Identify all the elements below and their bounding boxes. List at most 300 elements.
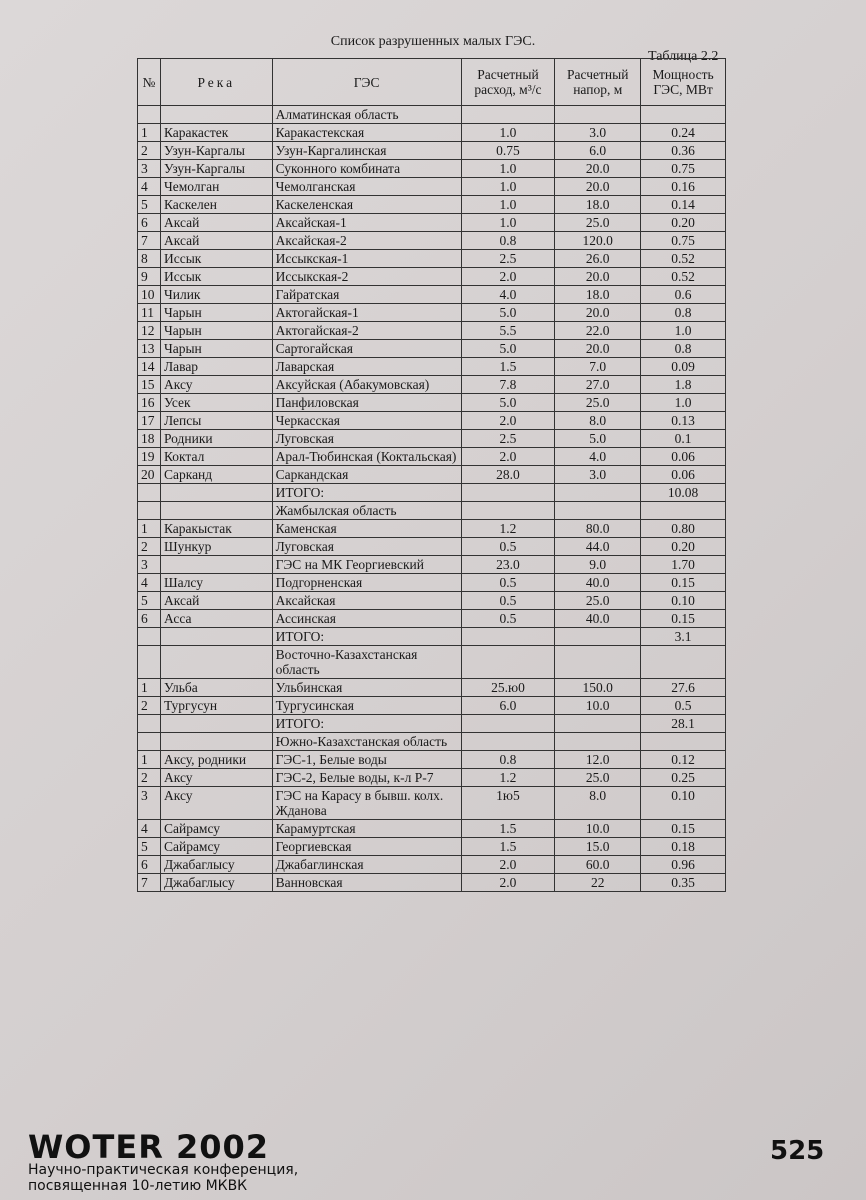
- cell-no: 3: [138, 787, 161, 820]
- region-row: [138, 646, 726, 679]
- cell-power: 0.96: [641, 856, 726, 874]
- total-label: ИТОГО:: [272, 715, 461, 733]
- cell-hpp: Арал-Тюбинская (Коктальская): [272, 448, 461, 466]
- cell-no: 1: [138, 520, 161, 538]
- conference-logo: WOTER 2002: [28, 1128, 270, 1166]
- table-row: [138, 538, 726, 556]
- cell-hpp: Каменская: [272, 520, 461, 538]
- total-label: ИТОГО:: [272, 484, 461, 502]
- cell-hpp: Лаварская: [272, 358, 461, 376]
- cell-flow: 25.ю0: [461, 679, 555, 697]
- table-header-row: [138, 59, 726, 106]
- cell-power: 0.15: [641, 610, 726, 628]
- cell-hpp: Иссыкская-1: [272, 250, 461, 268]
- conference-subtitle-line1: Научно-практическая конференция,: [28, 1162, 299, 1178]
- cell-hpp: Луговская: [272, 430, 461, 448]
- total-power: 10.08: [641, 484, 726, 502]
- table-row: [138, 820, 726, 838]
- cell-no: 20: [138, 466, 161, 484]
- cell-flow: 23.0: [461, 556, 555, 574]
- cell-hpp: Джабаглинская: [272, 856, 461, 874]
- cell-hpp: Тургусинская: [272, 697, 461, 715]
- cell-flow: 0.5: [461, 574, 555, 592]
- cell-head: 4.0: [555, 448, 641, 466]
- cell-flow: 1.0: [461, 214, 555, 232]
- cell-hpp: Панфиловская: [272, 394, 461, 412]
- cell-no: 19: [138, 448, 161, 466]
- cell-hpp: Аксайская-2: [272, 232, 461, 250]
- table-row: [138, 394, 726, 412]
- cell-power: 0.8: [641, 340, 726, 358]
- cell-flow: 1ю5: [461, 787, 555, 820]
- cell-no: [138, 484, 161, 502]
- cell-river: Сайрамсу: [160, 838, 272, 856]
- cell-power: 0.16: [641, 178, 726, 196]
- cell-flow: [461, 502, 555, 520]
- cell-head: [555, 106, 641, 124]
- cell-head: 5.0: [555, 430, 641, 448]
- cell-no: 6: [138, 610, 161, 628]
- cell-river: Тургусун: [160, 697, 272, 715]
- cell-river: [160, 715, 272, 733]
- table-row: [138, 340, 726, 358]
- cell-no: 1: [138, 751, 161, 769]
- cell-river: Чилик: [160, 286, 272, 304]
- cell-no: 18: [138, 430, 161, 448]
- cell-flow: 0.5: [461, 610, 555, 628]
- cell-power: 1.70: [641, 556, 726, 574]
- cell-head: 3.0: [555, 124, 641, 142]
- cell-no: [138, 715, 161, 733]
- cell-river: Чемолган: [160, 178, 272, 196]
- table-row: [138, 232, 726, 250]
- cell-flow: 6.0: [461, 697, 555, 715]
- cell-no: 3: [138, 556, 161, 574]
- cell-no: 1: [138, 679, 161, 697]
- cell-hpp: Карамуртская: [272, 820, 461, 838]
- cell-head: 20.0: [555, 340, 641, 358]
- cell-flow: 1.0: [461, 178, 555, 196]
- cell-no: 15: [138, 376, 161, 394]
- cell-head: 44.0: [555, 538, 641, 556]
- cell-flow: [461, 733, 555, 751]
- cell-flow: 1.0: [461, 124, 555, 142]
- cell-head: [555, 646, 641, 679]
- cell-river: Сайрамсу: [160, 820, 272, 838]
- table-row: [138, 250, 726, 268]
- cell-power: 0.8: [641, 304, 726, 322]
- cell-river: Аксу, родники: [160, 751, 272, 769]
- cell-flow: 4.0: [461, 286, 555, 304]
- region-name: Жамбылская область: [272, 502, 461, 520]
- table-row: [138, 196, 726, 214]
- cell-flow: 28.0: [461, 466, 555, 484]
- header-hpp: ГЭС: [272, 59, 461, 106]
- cell-river: Узун-Каргалы: [160, 142, 272, 160]
- cell-flow: [461, 646, 555, 679]
- cell-river: Коктал: [160, 448, 272, 466]
- cell-no: 7: [138, 874, 161, 892]
- table-row: [138, 679, 726, 697]
- cell-river: [160, 106, 272, 124]
- cell-flow: 0.8: [461, 232, 555, 250]
- cell-no: 6: [138, 214, 161, 232]
- cell-no: 13: [138, 340, 161, 358]
- cell-head: 12.0: [555, 751, 641, 769]
- cell-no: 4: [138, 178, 161, 196]
- table-row: [138, 160, 726, 178]
- cell-no: 5: [138, 838, 161, 856]
- cell-power: [641, 502, 726, 520]
- cell-power: 0.12: [641, 751, 726, 769]
- table-row: [138, 214, 726, 232]
- cell-no: 9: [138, 268, 161, 286]
- region-row: [138, 502, 726, 520]
- cell-hpp: Актогайская-2: [272, 322, 461, 340]
- cell-head: 25.0: [555, 769, 641, 787]
- cell-flow: 1.5: [461, 820, 555, 838]
- cell-head: 20.0: [555, 304, 641, 322]
- cell-hpp: ГЭС-1, Белые воды: [272, 751, 461, 769]
- cell-head: 25.0: [555, 592, 641, 610]
- cell-hpp: Георгиевская: [272, 838, 461, 856]
- cell-head: 3.0: [555, 466, 641, 484]
- cell-head: 26.0: [555, 250, 641, 268]
- cell-hpp: Сартогайская: [272, 340, 461, 358]
- cell-river: Аксай: [160, 214, 272, 232]
- cell-flow: [461, 484, 555, 502]
- cell-hpp: Ванновская: [272, 874, 461, 892]
- cell-power: 0.20: [641, 538, 726, 556]
- cell-head: 20.0: [555, 160, 641, 178]
- cell-head: 40.0: [555, 574, 641, 592]
- cell-river: Шункур: [160, 538, 272, 556]
- cell-river: [160, 733, 272, 751]
- cell-power: 1.8: [641, 376, 726, 394]
- cell-hpp: Аксайская-1: [272, 214, 461, 232]
- cell-power: 0.75: [641, 160, 726, 178]
- cell-river: Аксай: [160, 232, 272, 250]
- cell-power: 0.10: [641, 787, 726, 820]
- region-name: Южно-Казахстанская область: [272, 733, 461, 751]
- total-row: [138, 715, 726, 733]
- cell-flow: 7.8: [461, 376, 555, 394]
- cell-flow: 2.0: [461, 874, 555, 892]
- cell-river: Усек: [160, 394, 272, 412]
- table-row: [138, 556, 726, 574]
- cell-head: [555, 502, 641, 520]
- cell-flow: 1.5: [461, 358, 555, 376]
- cell-head: 27.0: [555, 376, 641, 394]
- cell-hpp: Иссыкская-2: [272, 268, 461, 286]
- table-row: [138, 697, 726, 715]
- cell-hpp: Суконного комбината: [272, 160, 461, 178]
- cell-head: 10.0: [555, 820, 641, 838]
- cell-head: 22.0: [555, 322, 641, 340]
- cell-no: 5: [138, 196, 161, 214]
- cell-no: 17: [138, 412, 161, 430]
- cell-power: 0.24: [641, 124, 726, 142]
- cell-head: 8.0: [555, 412, 641, 430]
- cell-power: [641, 106, 726, 124]
- cell-head: [555, 715, 641, 733]
- cell-no: 1: [138, 124, 161, 142]
- cell-no: 5: [138, 592, 161, 610]
- cell-river: Сарканд: [160, 466, 272, 484]
- cell-power: 0.52: [641, 250, 726, 268]
- cell-river: Лавар: [160, 358, 272, 376]
- table-row: [138, 322, 726, 340]
- cell-flow: 5.0: [461, 304, 555, 322]
- cell-river: Родники: [160, 430, 272, 448]
- hpp-table: [137, 58, 726, 892]
- cell-river: [160, 628, 272, 646]
- table-row: [138, 874, 726, 892]
- cell-no: 4: [138, 574, 161, 592]
- cell-head: 10.0: [555, 697, 641, 715]
- cell-no: 11: [138, 304, 161, 322]
- cell-power: 0.06: [641, 448, 726, 466]
- table-row: [138, 838, 726, 856]
- cell-river: Асса: [160, 610, 272, 628]
- cell-river: Каракастек: [160, 124, 272, 142]
- cell-no: 2: [138, 697, 161, 715]
- cell-hpp: Аксайская: [272, 592, 461, 610]
- cell-power: 0.15: [641, 574, 726, 592]
- cell-power: 0.14: [641, 196, 726, 214]
- table-row: [138, 856, 726, 874]
- cell-power: 0.06: [641, 466, 726, 484]
- table-row: [138, 286, 726, 304]
- table-row: [138, 520, 726, 538]
- cell-power: [641, 733, 726, 751]
- table-row: [138, 124, 726, 142]
- table-caption: Список разрушенных малых ГЭС.: [330, 34, 536, 49]
- cell-head: 25.0: [555, 214, 641, 232]
- cell-head: 80.0: [555, 520, 641, 538]
- table-row: [138, 268, 726, 286]
- cell-flow: 2.0: [461, 268, 555, 286]
- cell-river: Ульба: [160, 679, 272, 697]
- page-number: 525: [770, 1136, 825, 1166]
- cell-river: [160, 502, 272, 520]
- table-body: [138, 106, 726, 892]
- conference-subtitle-line2: посвященная 10-летию МКВК: [28, 1178, 248, 1194]
- cell-flow: 1.2: [461, 520, 555, 538]
- cell-no: 8: [138, 250, 161, 268]
- cell-head: 20.0: [555, 268, 641, 286]
- cell-no: 12: [138, 322, 161, 340]
- cell-hpp: Подгорненская: [272, 574, 461, 592]
- cell-power: 0.1: [641, 430, 726, 448]
- cell-river: Чарын: [160, 340, 272, 358]
- cell-head: 20.0: [555, 178, 641, 196]
- cell-power: [641, 646, 726, 679]
- total-power: 28.1: [641, 715, 726, 733]
- table-row: [138, 358, 726, 376]
- cell-flow: 0.8: [461, 751, 555, 769]
- cell-river: [160, 484, 272, 502]
- cell-river: Лепсы: [160, 412, 272, 430]
- cell-flow: 0.5: [461, 538, 555, 556]
- cell-flow: [461, 628, 555, 646]
- cell-no: [138, 646, 161, 679]
- table-row: [138, 448, 726, 466]
- cell-head: [555, 628, 641, 646]
- cell-no: 6: [138, 856, 161, 874]
- cell-head: 8.0: [555, 787, 641, 820]
- cell-flow: 5.0: [461, 340, 555, 358]
- cell-power: 1.0: [641, 322, 726, 340]
- region-name: Алматинская область: [272, 106, 461, 124]
- cell-head: 18.0: [555, 286, 641, 304]
- cell-river: Чарын: [160, 322, 272, 340]
- cell-head: 25.0: [555, 394, 641, 412]
- cell-river: Аксу: [160, 787, 272, 820]
- cell-power: 0.09: [641, 358, 726, 376]
- cell-flow: 2.5: [461, 250, 555, 268]
- conference-subtitle: [28, 1162, 298, 1194]
- cell-head: 15.0: [555, 838, 641, 856]
- cell-flow: 5.0: [461, 394, 555, 412]
- header-power: Мощность ГЭС, МВт: [641, 59, 726, 106]
- cell-no: 14: [138, 358, 161, 376]
- cell-flow: 2.5: [461, 430, 555, 448]
- cell-river: Каскелен: [160, 196, 272, 214]
- cell-hpp: Черкасская: [272, 412, 461, 430]
- cell-head: 120.0: [555, 232, 641, 250]
- cell-river: Иссык: [160, 268, 272, 286]
- table-row: [138, 592, 726, 610]
- cell-power: 0.6: [641, 286, 726, 304]
- cell-head: 22: [555, 874, 641, 892]
- cell-flow: [461, 106, 555, 124]
- region-name: Восточно-Казахстанская область: [272, 646, 461, 679]
- cell-no: [138, 733, 161, 751]
- header-river: Река: [160, 59, 272, 106]
- cell-no: 10: [138, 286, 161, 304]
- cell-hpp: Каскеленская: [272, 196, 461, 214]
- cell-hpp: Саркандская: [272, 466, 461, 484]
- cell-hpp: Каракастекская: [272, 124, 461, 142]
- table-row: [138, 769, 726, 787]
- cell-no: 7: [138, 232, 161, 250]
- table-label: Таблица 2.2: [648, 49, 719, 64]
- cell-head: 18.0: [555, 196, 641, 214]
- cell-head: 60.0: [555, 856, 641, 874]
- cell-power: 0.25: [641, 769, 726, 787]
- table-row: [138, 787, 726, 820]
- cell-flow: 1.2: [461, 769, 555, 787]
- cell-no: 4: [138, 820, 161, 838]
- cell-hpp: Узун-Каргалинская: [272, 142, 461, 160]
- cell-power: 0.35: [641, 874, 726, 892]
- cell-power: 27.6: [641, 679, 726, 697]
- cell-power: 0.36: [641, 142, 726, 160]
- cell-flow: 5.5: [461, 322, 555, 340]
- cell-power: 0.80: [641, 520, 726, 538]
- table-row: [138, 574, 726, 592]
- total-power: 3.1: [641, 628, 726, 646]
- table-row: [138, 430, 726, 448]
- cell-river: Аксу: [160, 376, 272, 394]
- cell-power: 0.20: [641, 214, 726, 232]
- cell-power: 1.0: [641, 394, 726, 412]
- table-row: [138, 304, 726, 322]
- cell-no: 2: [138, 769, 161, 787]
- cell-river: Иссык: [160, 250, 272, 268]
- cell-power: 0.75: [641, 232, 726, 250]
- cell-no: [138, 628, 161, 646]
- cell-head: 40.0: [555, 610, 641, 628]
- cell-no: [138, 502, 161, 520]
- cell-flow: 0.5: [461, 592, 555, 610]
- cell-head: [555, 484, 641, 502]
- cell-power: 0.15: [641, 820, 726, 838]
- cell-head: 7.0: [555, 358, 641, 376]
- region-row: [138, 733, 726, 751]
- cell-no: 3: [138, 160, 161, 178]
- cell-hpp: Ассинская: [272, 610, 461, 628]
- total-row: [138, 484, 726, 502]
- cell-hpp: ГЭС-2, Белые воды, к-л Р-7: [272, 769, 461, 787]
- cell-power: 0.13: [641, 412, 726, 430]
- cell-hpp: ГЭС на МК Георгиевский: [272, 556, 461, 574]
- cell-hpp: Чемолганская: [272, 178, 461, 196]
- table-row: [138, 610, 726, 628]
- cell-river: [160, 556, 272, 574]
- cell-flow: 1.0: [461, 196, 555, 214]
- cell-head: [555, 733, 641, 751]
- cell-head: 6.0: [555, 142, 641, 160]
- table-row: [138, 412, 726, 430]
- cell-power: 0.10: [641, 592, 726, 610]
- cell-flow: 1.5: [461, 838, 555, 856]
- cell-hpp: Луговская: [272, 538, 461, 556]
- cell-flow: 2.0: [461, 412, 555, 430]
- table-row: [138, 751, 726, 769]
- cell-flow: 1.0: [461, 160, 555, 178]
- cell-river: Каракыстак: [160, 520, 272, 538]
- region-row: [138, 106, 726, 124]
- cell-river: Чарын: [160, 304, 272, 322]
- header-flow: Расчетный расход, м³/с: [461, 59, 555, 106]
- cell-river: [160, 646, 272, 679]
- cell-flow: 2.0: [461, 448, 555, 466]
- cell-power: 0.5: [641, 697, 726, 715]
- table-row: [138, 466, 726, 484]
- cell-power: 0.52: [641, 268, 726, 286]
- cell-no: 16: [138, 394, 161, 412]
- cell-river: Узун-Каргалы: [160, 160, 272, 178]
- table-row: [138, 376, 726, 394]
- total-label: ИТОГО:: [272, 628, 461, 646]
- cell-no: [138, 106, 161, 124]
- cell-power: 0.18: [641, 838, 726, 856]
- table-row: [138, 178, 726, 196]
- header-head: Расчетный напор, м: [555, 59, 641, 106]
- cell-head: 150.0: [555, 679, 641, 697]
- cell-hpp: ГЭС на Карасу в бывш. колх. Жданова: [272, 787, 461, 820]
- cell-no: 2: [138, 538, 161, 556]
- cell-flow: 2.0: [461, 856, 555, 874]
- cell-no: 2: [138, 142, 161, 160]
- cell-river: Джабаглысу: [160, 856, 272, 874]
- cell-hpp: Гайратская: [272, 286, 461, 304]
- cell-river: Аксу: [160, 769, 272, 787]
- cell-river: Шалсу: [160, 574, 272, 592]
- cell-hpp: Ульбинская: [272, 679, 461, 697]
